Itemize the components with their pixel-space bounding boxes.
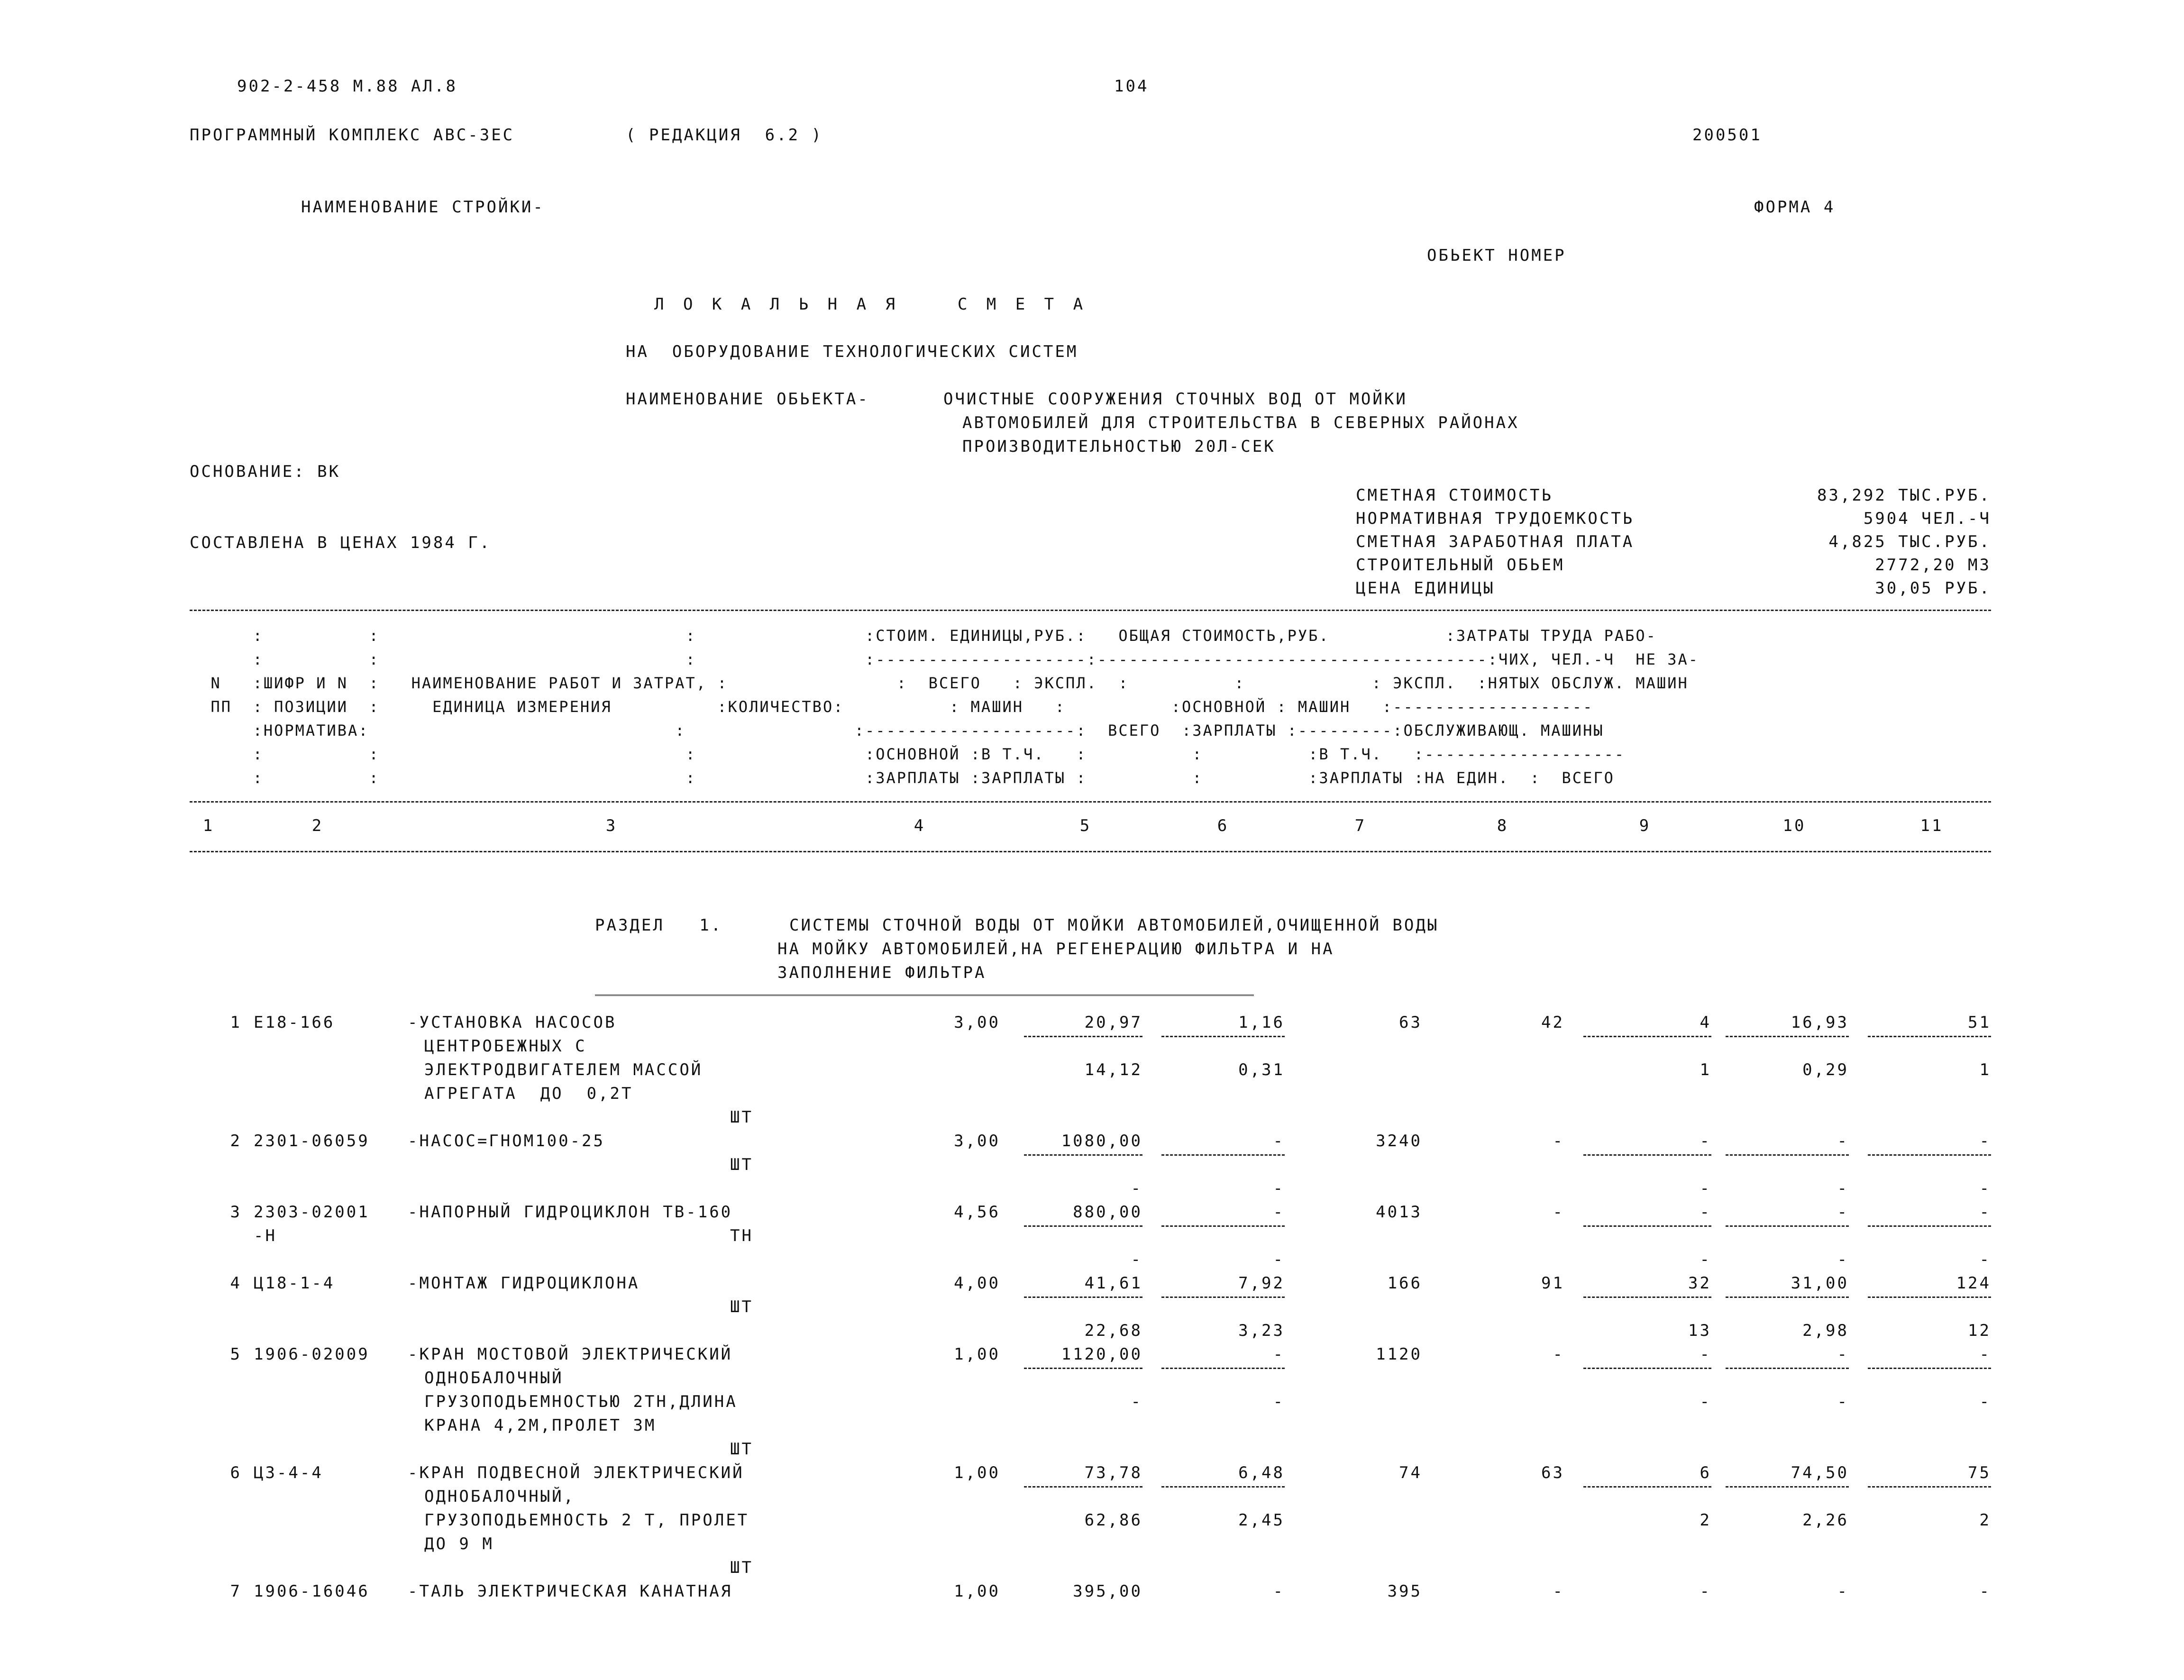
- row-machine-salary: -: [1700, 1179, 1711, 1198]
- row-unit: ШТ: [730, 1297, 753, 1316]
- row-machine-labor-total: 2: [1979, 1511, 1991, 1530]
- row-quantity: 1,00: [954, 1463, 1000, 1482]
- row-labor-total: -: [1979, 1132, 1991, 1150]
- table-header-line: : : : :ОСНОВНОЙ :В Т.Ч. : : :В Т.Ч. :-------------------: [190, 745, 1626, 763]
- summary-label: ЦЕНА ЕДИНИЦЫ: [1356, 579, 1495, 598]
- row-unit-cost-total: 880,00: [1073, 1203, 1142, 1222]
- row-base-salary: 91: [1541, 1274, 1564, 1293]
- object-number-label: ОБЬЕКТ НОМЕР: [1427, 246, 1566, 265]
- row-name: ДО 9 М: [424, 1534, 494, 1553]
- cell-separator: [1161, 1486, 1285, 1488]
- column-number: 10: [1782, 816, 1806, 835]
- row-quantity: 4,00: [954, 1274, 1000, 1293]
- object-name-line-3: ПРОИЗВОДИТЕЛЬНОСТЬЮ 20Л-СЕК: [962, 437, 1276, 456]
- row-unit: ШТ: [730, 1558, 753, 1577]
- summary-label: НОРМАТИВНАЯ ТРУДОЕМКОСТЬ: [1356, 509, 1635, 528]
- row-name: ОДНОБАЛОЧНЫЙ: [424, 1369, 564, 1388]
- row-labor-total: -: [1979, 1203, 1991, 1222]
- summary-value: 2772,20 М3: [1875, 556, 1991, 575]
- column-number: 7: [1354, 816, 1367, 835]
- row-machine-labor-total: -: [1979, 1392, 1991, 1411]
- row-unit-machine-salary: -: [1273, 1179, 1285, 1198]
- row-unit-cost-total: 1080,00: [1061, 1132, 1142, 1150]
- row-unit: ТН: [730, 1226, 753, 1245]
- table-header-line: : : : :ЗАРПЛАТЫ :ЗАРПЛАТЫ : : :ЗАРПЛАТЫ :НА ЕДИН. : ВСЕГО: [190, 769, 1615, 787]
- cell-separator: [1868, 1154, 1991, 1156]
- row-code: Ц3-4-4: [254, 1463, 323, 1482]
- summary-label: СТРОИТЕЛЬНЫЙ ОБЬЕМ: [1356, 556, 1565, 575]
- object-name-label: НАИМЕНОВАНИЕ ОБЬЕКТА-: [626, 390, 869, 409]
- column-number: 11: [1920, 816, 1944, 835]
- row-machine-labor-total: 1: [1979, 1060, 1991, 1079]
- row-name: -КРАН ПОДВЕСНОЙ ЭЛЕКТРИЧЕСКИЙ: [408, 1463, 744, 1482]
- section-underline: [595, 995, 1254, 996]
- row-unit-cost-total: 20,97: [1084, 1013, 1142, 1032]
- row-number: 3: [230, 1203, 242, 1222]
- row-machine-operation: 6: [1700, 1463, 1711, 1482]
- row-machine-operation: -: [1700, 1582, 1711, 1601]
- summary-value: 83,292 ТЫС.РУБ.: [1817, 486, 1991, 505]
- column-number: 5: [1079, 816, 1092, 835]
- column-number: 6: [1217, 816, 1229, 835]
- row-labor-total: 124: [1956, 1274, 1991, 1293]
- row-total-cost: 166: [1387, 1274, 1422, 1293]
- summary-label: СМЕТНАЯ СТОИМОСТЬ: [1356, 486, 1553, 505]
- row-name: КРАНА 4,2М,ПРОЛЕТ 3М: [424, 1416, 657, 1435]
- row-total-cost: 3240: [1376, 1132, 1422, 1150]
- row-unit-cost-machines: 6,48: [1238, 1463, 1285, 1482]
- row-machine-salary: -: [1700, 1392, 1711, 1411]
- row-unit-salary: 14,12: [1084, 1060, 1142, 1079]
- row-unit-cost-machines: -: [1273, 1132, 1285, 1150]
- row-quantity: 1,00: [954, 1582, 1000, 1601]
- cell-separator: [1161, 1297, 1285, 1298]
- row-labor-total: -: [1979, 1582, 1991, 1601]
- construction-name-label: НАИМЕНОВАНИЕ СТРОЙКИ-: [301, 198, 545, 217]
- cell-separator: [1868, 1225, 1991, 1227]
- row-code-suffix: -Н: [254, 1226, 277, 1245]
- row-name: АГРЕГАТА ДО 0,2Т: [424, 1084, 633, 1103]
- row-unit-salary: -: [1131, 1250, 1142, 1269]
- cell-separator: [1024, 1036, 1142, 1037]
- form-label: ФОРМА 4: [1754, 198, 1836, 217]
- cell-separator: [1726, 1225, 1849, 1227]
- row-machine-salary: 2: [1700, 1511, 1711, 1530]
- cell-separator: [1868, 1036, 1991, 1037]
- row-labor-per-unit: -: [1837, 1132, 1849, 1150]
- row-machine-operation: 32: [1688, 1274, 1711, 1293]
- row-total-cost: 4013: [1376, 1203, 1422, 1222]
- section-title-line-3: ЗАПОЛНЕНИЕ ФИЛЬТРА: [777, 963, 987, 982]
- row-machine-labor-total: 12: [1968, 1321, 1991, 1340]
- row-unit-cost-total: 41,61: [1084, 1274, 1142, 1293]
- row-number: 1: [230, 1013, 242, 1032]
- row-name: ЦЕНТРОБЕЖНЫХ С: [424, 1037, 587, 1056]
- row-unit: ШТ: [730, 1108, 753, 1127]
- row-machine-labor-per-unit: 0,29: [1802, 1060, 1849, 1079]
- table-header-line: : : : :--------------------:-------------------------------------:ЧИХ, ЧЕЛ.-Ч НЕ ЗА-: [190, 650, 1699, 668]
- row-number: 7: [230, 1582, 242, 1601]
- object-name-line-1: ОЧИСТНЫЕ СООРУЖЕНИЯ СТОЧНЫХ ВОД ОТ МОЙКИ: [943, 390, 1407, 409]
- row-unit-machine-salary: 3,23: [1238, 1321, 1285, 1340]
- row-name: -НАПОРНЫЙ ГИДРОЦИКЛОН ТВ-160: [408, 1203, 733, 1222]
- row-code: 2301-06059: [254, 1132, 370, 1150]
- row-machine-operation: -: [1700, 1203, 1711, 1222]
- object-name-line-2: АВТОМОБИЛЕЙ ДЛЯ СТРОИТЕЛЬСТВА В СЕВЕРНЫХ РАЙОНАХ: [962, 413, 1519, 432]
- row-base-salary: 42: [1541, 1013, 1564, 1032]
- table-header-line: ПП : ПОЗИЦИИ : ЕДИНИЦА ИЗМЕРЕНИЯ :КОЛИЧЕСТВО: : МАШИН : :ОСНОВНОЙ : МАШИН :-------------------: [190, 698, 1594, 716]
- cell-separator: [1583, 1225, 1711, 1227]
- row-number: 6: [230, 1463, 242, 1482]
- table-header-rule: [190, 801, 1991, 803]
- cell-separator: [1726, 1154, 1849, 1156]
- basis-label: ОСНОВАНИЕ: ВК: [190, 462, 341, 481]
- row-base-salary: -: [1553, 1203, 1564, 1222]
- row-machine-salary: -: [1700, 1250, 1711, 1269]
- table-top-rule: [190, 610, 1991, 611]
- cell-separator: [1024, 1368, 1142, 1369]
- cell-separator: [1161, 1154, 1285, 1156]
- cell-separator: [1161, 1225, 1285, 1227]
- row-base-salary: -: [1553, 1582, 1564, 1601]
- row-base-salary: 63: [1541, 1463, 1564, 1482]
- row-total-cost: 63: [1399, 1013, 1422, 1032]
- row-total-cost: 1120: [1376, 1345, 1422, 1364]
- row-labor-per-unit: 31,00: [1791, 1274, 1849, 1293]
- cell-separator: [1024, 1297, 1142, 1298]
- row-base-salary: -: [1553, 1132, 1564, 1150]
- section-label: РАЗДЕЛ 1.: [595, 916, 723, 935]
- row-labor-per-unit: 16,93: [1791, 1013, 1849, 1032]
- column-number: 1: [202, 816, 215, 835]
- row-number: 2: [230, 1132, 242, 1150]
- row-unit-salary: -: [1131, 1179, 1142, 1198]
- summary-value: 4,825 ТЫС.РУБ.: [1828, 532, 1991, 551]
- row-code: 1906-16046: [254, 1582, 370, 1601]
- column-number: 4: [914, 816, 926, 835]
- page-number: 104: [1114, 77, 1149, 96]
- row-labor-per-unit: -: [1837, 1345, 1849, 1364]
- summary-label: СМЕТНАЯ ЗАРАБОТНАЯ ПЛАТА: [1356, 532, 1635, 551]
- row-unit-machine-salary: 0,31: [1238, 1060, 1285, 1079]
- row-unit-salary: -: [1131, 1392, 1142, 1411]
- row-unit-machine-salary: 2,45: [1238, 1511, 1285, 1530]
- table-header-line: N :ШИФР И N : НАИМЕНОВАНИЕ РАБОТ И ЗАТРАТ, : : ВСЕГО : ЭКСПЛ. : : : ЭКСПЛ. :НЯТЫХ ОБСЛУЖ. МАШИН: [190, 674, 1689, 692]
- row-machine-labor-total: -: [1979, 1179, 1991, 1198]
- cell-separator: [1583, 1154, 1711, 1156]
- row-code: 2303-02001: [254, 1203, 370, 1222]
- cell-separator: [1161, 1036, 1285, 1037]
- row-unit: ШТ: [730, 1155, 753, 1174]
- row-unit-salary: 22,68: [1084, 1321, 1142, 1340]
- summary-value: 30,05 РУБ.: [1875, 579, 1991, 598]
- row-code: 1906-02009: [254, 1345, 370, 1364]
- row-name: ГРУЗОПОДЬЕМНОСТЬ 2 Т, ПРОЛЕТ: [424, 1511, 749, 1530]
- estimate-subtitle: НА ОБОРУДОВАНИЕ ТЕХНОЛОГИЧЕСКИХ СИСТЕМ: [626, 342, 1078, 361]
- cell-separator: [1868, 1486, 1991, 1488]
- document-number: 200501: [1692, 126, 1762, 145]
- table-header-line: :НОРМАТИВА: : :--------------------: ВСЕГО :ЗАРПЛАТЫ :---------:ОБСЛУЖИВАЮЩ. МАШИНЫ: [190, 721, 1604, 740]
- row-labor-per-unit: 74,50: [1791, 1463, 1849, 1482]
- row-machine-labor-total: -: [1979, 1250, 1991, 1269]
- row-name: ЭЛЕКТРОДВИГАТЕЛЕМ МАССОЙ: [424, 1060, 703, 1079]
- program-edition: ( РЕДАКЦИЯ 6.2 ): [626, 126, 823, 145]
- row-name: -МОНТАЖ ГИДРОЦИКЛОНА: [408, 1274, 640, 1293]
- cell-separator: [1161, 1368, 1285, 1369]
- cell-separator: [1024, 1225, 1142, 1227]
- row-labor-total: 75: [1968, 1463, 1991, 1482]
- row-unit-machine-salary: -: [1273, 1392, 1285, 1411]
- program-name: ПРОГРАММНЫЙ КОМПЛЕКС АВС-3ЕС: [190, 126, 515, 145]
- row-unit-cost-total: 73,78: [1084, 1463, 1142, 1482]
- row-number: 4: [230, 1274, 242, 1293]
- row-machine-operation: -: [1700, 1345, 1711, 1364]
- row-total-cost: 74: [1399, 1463, 1422, 1482]
- row-unit-cost-machines: 1,16: [1238, 1013, 1285, 1032]
- cell-separator: [1868, 1297, 1991, 1298]
- row-machine-salary: 1: [1700, 1060, 1711, 1079]
- row-labor-total: 51: [1968, 1013, 1991, 1032]
- row-machine-labor-per-unit: 2,98: [1802, 1321, 1849, 1340]
- row-machine-labor-per-unit: 2,26: [1802, 1511, 1849, 1530]
- row-machine-salary: 13: [1688, 1321, 1711, 1340]
- column-number: 8: [1497, 816, 1509, 835]
- table-columns-rule: [190, 851, 1991, 852]
- cell-separator: [1024, 1154, 1142, 1156]
- cell-separator: [1583, 1368, 1711, 1369]
- row-unit-salary: 62,86: [1084, 1511, 1142, 1530]
- row-unit-cost-machines: -: [1273, 1582, 1285, 1601]
- column-number: 9: [1639, 816, 1651, 835]
- section-title-line-1: СИСТЕМЫ СТОЧНОЙ ВОДЫ ОТ МОЙКИ АВТОМОБИЛЕЙ,ОЧИЩЕННОЙ ВОДЫ: [789, 916, 1439, 935]
- row-unit-cost-total: 395,00: [1073, 1582, 1142, 1601]
- row-unit-cost-machines: -: [1273, 1345, 1285, 1364]
- row-quantity: 3,00: [954, 1132, 1000, 1150]
- cell-separator: [1868, 1368, 1991, 1369]
- row-code: Е18-166: [254, 1013, 335, 1032]
- row-quantity: 4,56: [954, 1203, 1000, 1222]
- row-machine-labor-per-unit: -: [1837, 1250, 1849, 1269]
- cell-separator: [1583, 1486, 1711, 1488]
- row-name: -КРАН МОСТОВОЙ ЭЛЕКТРИЧЕСКИЙ: [408, 1345, 733, 1364]
- cell-separator: [1583, 1036, 1711, 1037]
- prices-label: СОСТАВЛЕНА В ЦЕНАХ 1984 Г.: [190, 533, 492, 552]
- estimate-title: Л О К А Л Ь Н А Я С М Е Т А: [654, 295, 1088, 314]
- column-number: 2: [311, 816, 324, 835]
- row-name: -НАСОС=ГНОМ100-25: [408, 1132, 605, 1150]
- row-unit-cost-machines: -: [1273, 1203, 1285, 1222]
- row-name: ОДНОБАЛОЧНЫЙ,: [424, 1487, 576, 1506]
- row-base-salary: -: [1553, 1345, 1564, 1364]
- cell-separator: [1726, 1297, 1849, 1298]
- summary-value: 5904 ЧЕЛ.-Ч: [1863, 509, 1991, 528]
- row-number: 5: [230, 1345, 242, 1364]
- row-name: -УСТАНОВКА НАСОСОВ: [408, 1013, 617, 1032]
- column-number: 3: [605, 816, 618, 835]
- row-unit-cost-total: 1120,00: [1061, 1345, 1142, 1364]
- section-title-line-2: НА МОЙКУ АВТОМОБИЛЕЙ,НА РЕГЕНЕРАЦИЮ ФИЛЬТРА И НА: [777, 940, 1334, 959]
- row-labor-per-unit: -: [1837, 1582, 1849, 1601]
- row-name: -ТАЛЬ ЭЛЕКТРИЧЕСКАЯ КАНАТНАЯ: [408, 1582, 733, 1601]
- cell-separator: [1726, 1486, 1849, 1488]
- table-header-line: : : : :СТОИМ. ЕДИНИЦЫ,РУБ.: ОБЩАЯ СТОИМОСТЬ,РУБ. :ЗАТРАТЫ ТРУДА РАБО-: [190, 627, 1657, 645]
- row-unit-machine-salary: -: [1273, 1250, 1285, 1269]
- row-unit-cost-machines: 7,92: [1238, 1274, 1285, 1293]
- cell-separator: [1583, 1297, 1711, 1298]
- document-code: 902-2-458 М.88 АЛ.8: [237, 77, 457, 96]
- row-quantity: 3,00: [954, 1013, 1000, 1032]
- row-machine-operation: -: [1700, 1132, 1711, 1150]
- row-machine-operation: 4: [1700, 1013, 1711, 1032]
- row-total-cost: 395: [1387, 1582, 1422, 1601]
- row-code: Ц18-1-4: [254, 1274, 335, 1293]
- cell-separator: [1726, 1368, 1849, 1369]
- row-machine-labor-per-unit: -: [1837, 1179, 1849, 1198]
- row-machine-labor-per-unit: -: [1837, 1392, 1849, 1411]
- row-quantity: 1,00: [954, 1345, 1000, 1364]
- row-labor-total: -: [1979, 1345, 1991, 1364]
- row-labor-per-unit: -: [1837, 1203, 1849, 1222]
- row-unit: ШТ: [730, 1440, 753, 1459]
- row-name: ГРУЗОПОДЬЕМНОСТЬЮ 2ТН,ДЛИНА: [424, 1392, 738, 1411]
- cell-separator: [1726, 1036, 1849, 1037]
- cell-separator: [1024, 1486, 1142, 1488]
